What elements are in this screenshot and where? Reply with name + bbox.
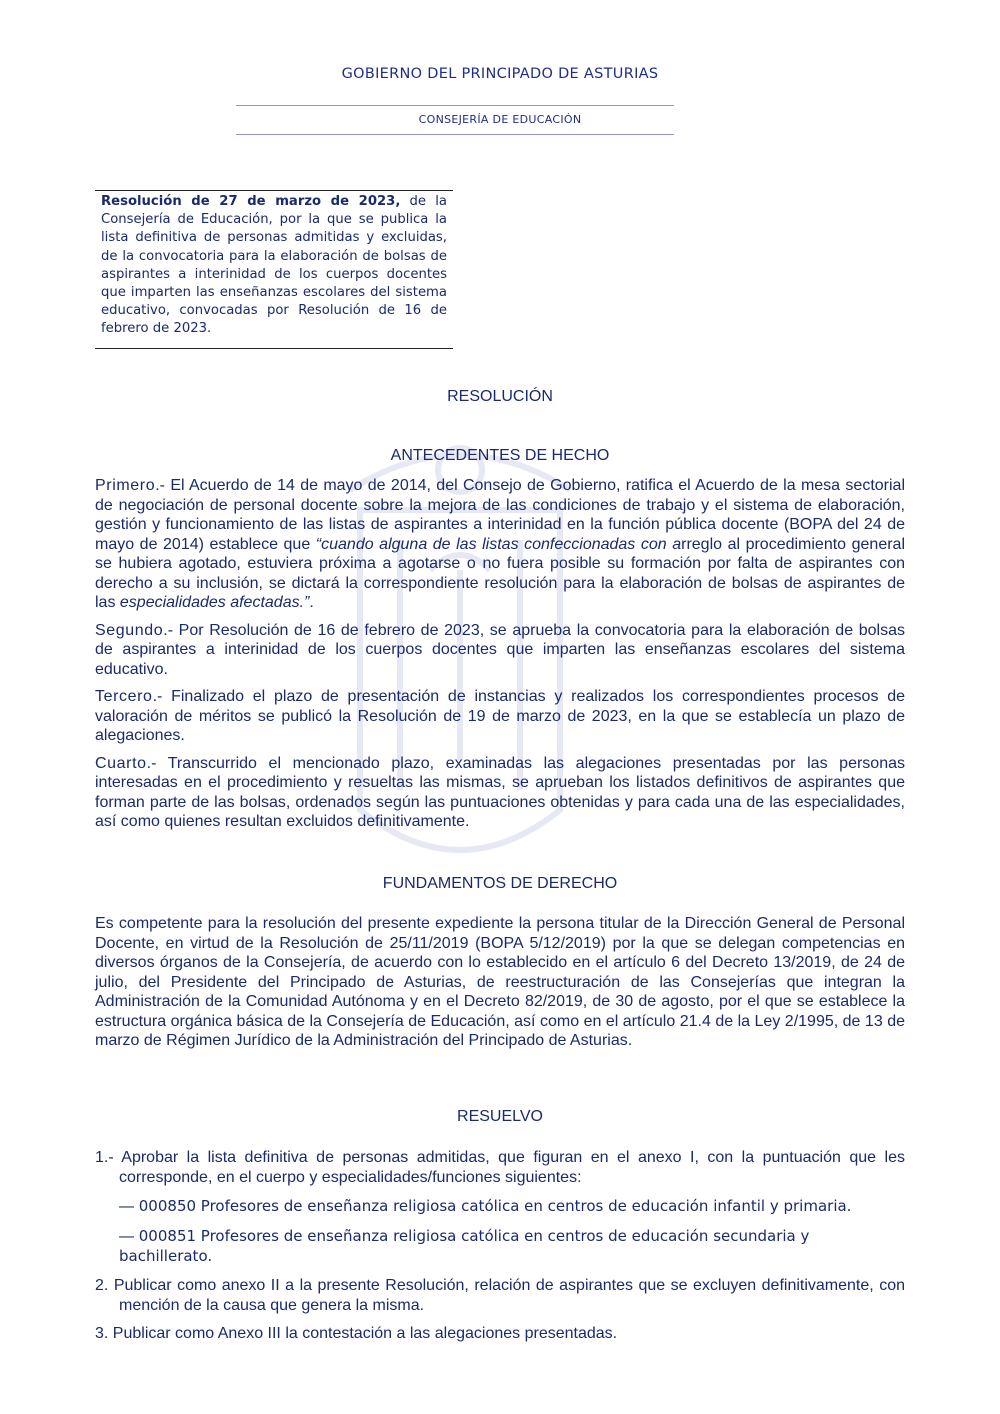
antecedentes-section: [95, 476, 905, 840]
primero-quote-1: “cuando alguna de las listas confeccionadas con a: [315, 535, 682, 553]
resuelvo-section: [95, 1148, 905, 1353]
summary-bold-date: Resolución de 27 de marzo de 2023,: [101, 194, 401, 209]
lead-tercero: Tercero: [95, 688, 153, 705]
paragraph-cuarto: [95, 754, 905, 832]
lead-cuarto: Cuarto: [95, 754, 147, 772]
segundo-text: .- Por Resolución de 16 de febrero de 2023, se aprueba la convocatoria para la elaboración de bolsas de aspirantes a interinidad de los cuerpos docentes que imparten las enseñanzas escolares del sistema educativo.: [95, 621, 905, 678]
tercero-text: .- Finalizado el plazo de presentación de instancias y realizados los correspondientes procesos de valoración de méritos se publicó la Resolución de 19 de marzo de 2023, en la que se establecía un plazo de alegaciones.: [95, 688, 905, 744]
cuarto-text: .- Transcurrido el mencionado plazo, examinadas las alegaciones presentadas por las personas interesadas en el procedimiento y resueltas las mismas, se aprueban los listados definitivos de aspirantes que forman parte de las bolsas, ordenados según las puntuaciones obtenidas y para cada una de las especialidades, así como quienes resultan excluidos definitivamente.: [95, 754, 905, 830]
primero-text-2: rreglo al procedimiento general se hubiera agotado, estuviera próxima a agotarse o no fuera posible su formación por falta de aspirantes con derecho a su inclusión, se dictará la correspondiente resolución para la elaboración de bolsas de aspirantes de las: [95, 535, 905, 611]
government-title: GOBIERNO DEL PRINCIPADO DE ASTURIAS: [341, 66, 659, 82]
paragraph-primero: [95, 476, 905, 613]
resuelvo-item-1: 1.- Aprobar la lista definitiva de personas admitidas, que figuran en el anexo I, con la puntuación que les corresponde, en el cuerpo y especialidades/funciones siguientes:: [95, 1149, 905, 1186]
heading-resuelvo: RESUELVO: [457, 1108, 543, 1125]
lead-primero: Primero: [95, 477, 156, 494]
heading-antecedentes: ANTECEDENTES DE HECHO: [390, 447, 610, 464]
paragraph-segundo: [95, 621, 905, 680]
specialty-000851: ― 000851 Profesores de enseñanza religiosa católica en centros de educación secundaria y bachillerato.: [119, 1227, 810, 1265]
specialty-000850: ― 000850 Profesores de enseñanza religiosa católica en centros de educación infantil y primaria.: [119, 1197, 852, 1215]
header-rule-top: [236, 105, 674, 106]
resuelvo-item-2: 2. Publicar como anexo II a la presente Resolución, relación de aspirantes que se excluyen definitivamente, con mención de la causa que genera la misma.: [95, 1277, 905, 1314]
primero-quote-2: especialidades afectadas.”: [119, 594, 310, 611]
primero-end: .: [309, 594, 314, 611]
fundamentos-paragraph: Es competente para la resolución del presente expediente la persona titular de la Dirección General de Personal Docente, en virtud de la Resolución de 25/11/2019 (BOPA 5/12/2019) por la que se delegan competencias en diversos órganos de la Consejería, de acuerdo con lo establecido en el artículo 6 del Decreto 13/2019, de 24 de julio, del Presidente del Principado de Asturias, de reestructuración de las Consejerías que integran la Administración de la Comunidad Autónoma y en el Decreto 82/2019, de 30 de agosto, por el que se establece la estructura orgánica básica de la Consejería de Educación, así como en el artículo 21.4 de la Ley 2/1995, de 13 de marzo de Régimen Jurídico de la Administración del Principado de Asturias.: [95, 915, 905, 1049]
paragraph-tercero: [95, 687, 905, 746]
resolution-summary-box: [95, 190, 453, 349]
heading-fundamentos: FUNDAMENTOS DE DERECHO: [382, 875, 618, 892]
department-title: CONSEJERÍA DE EDUCACIÓN: [418, 113, 582, 126]
resuelvo-item-3: 3. Publicar como Anexo III la contestación a las alegaciones presentadas.: [95, 1325, 618, 1342]
fundamentos-section: [95, 914, 905, 1059]
lead-segundo: Segundo: [95, 621, 164, 639]
heading-resolucion: RESOLUCIÓN: [447, 388, 553, 405]
header-rule-bottom: [236, 134, 674, 135]
primero-text-1: .- El Acuerdo de 14 de mayo de 2014, del Consejo de Gobierno, ratifica el Acuerdo de la mesa sectorial de negociación de personal docente sobre la mejora de las condiciones de trabajo y el sistema de elaboración, gestión y funcionamiento de las listas de aspirantes a interinidad en la función pública docente (BOPA del 24 de mayo de 2014) establece que: [95, 477, 905, 553]
summary-text: de la Consejería de Educación, por la que se publica la lista definitiva de personas admitidas y excluidas, de la convocatoria para la elaboración de bolsas de aspirantes a interinidad de los cuerpos docentes que imparten las enseñanzas escolares del sistema educativo, convocadas por Resolución de 16 de febrero de 2023.: [101, 194, 447, 337]
